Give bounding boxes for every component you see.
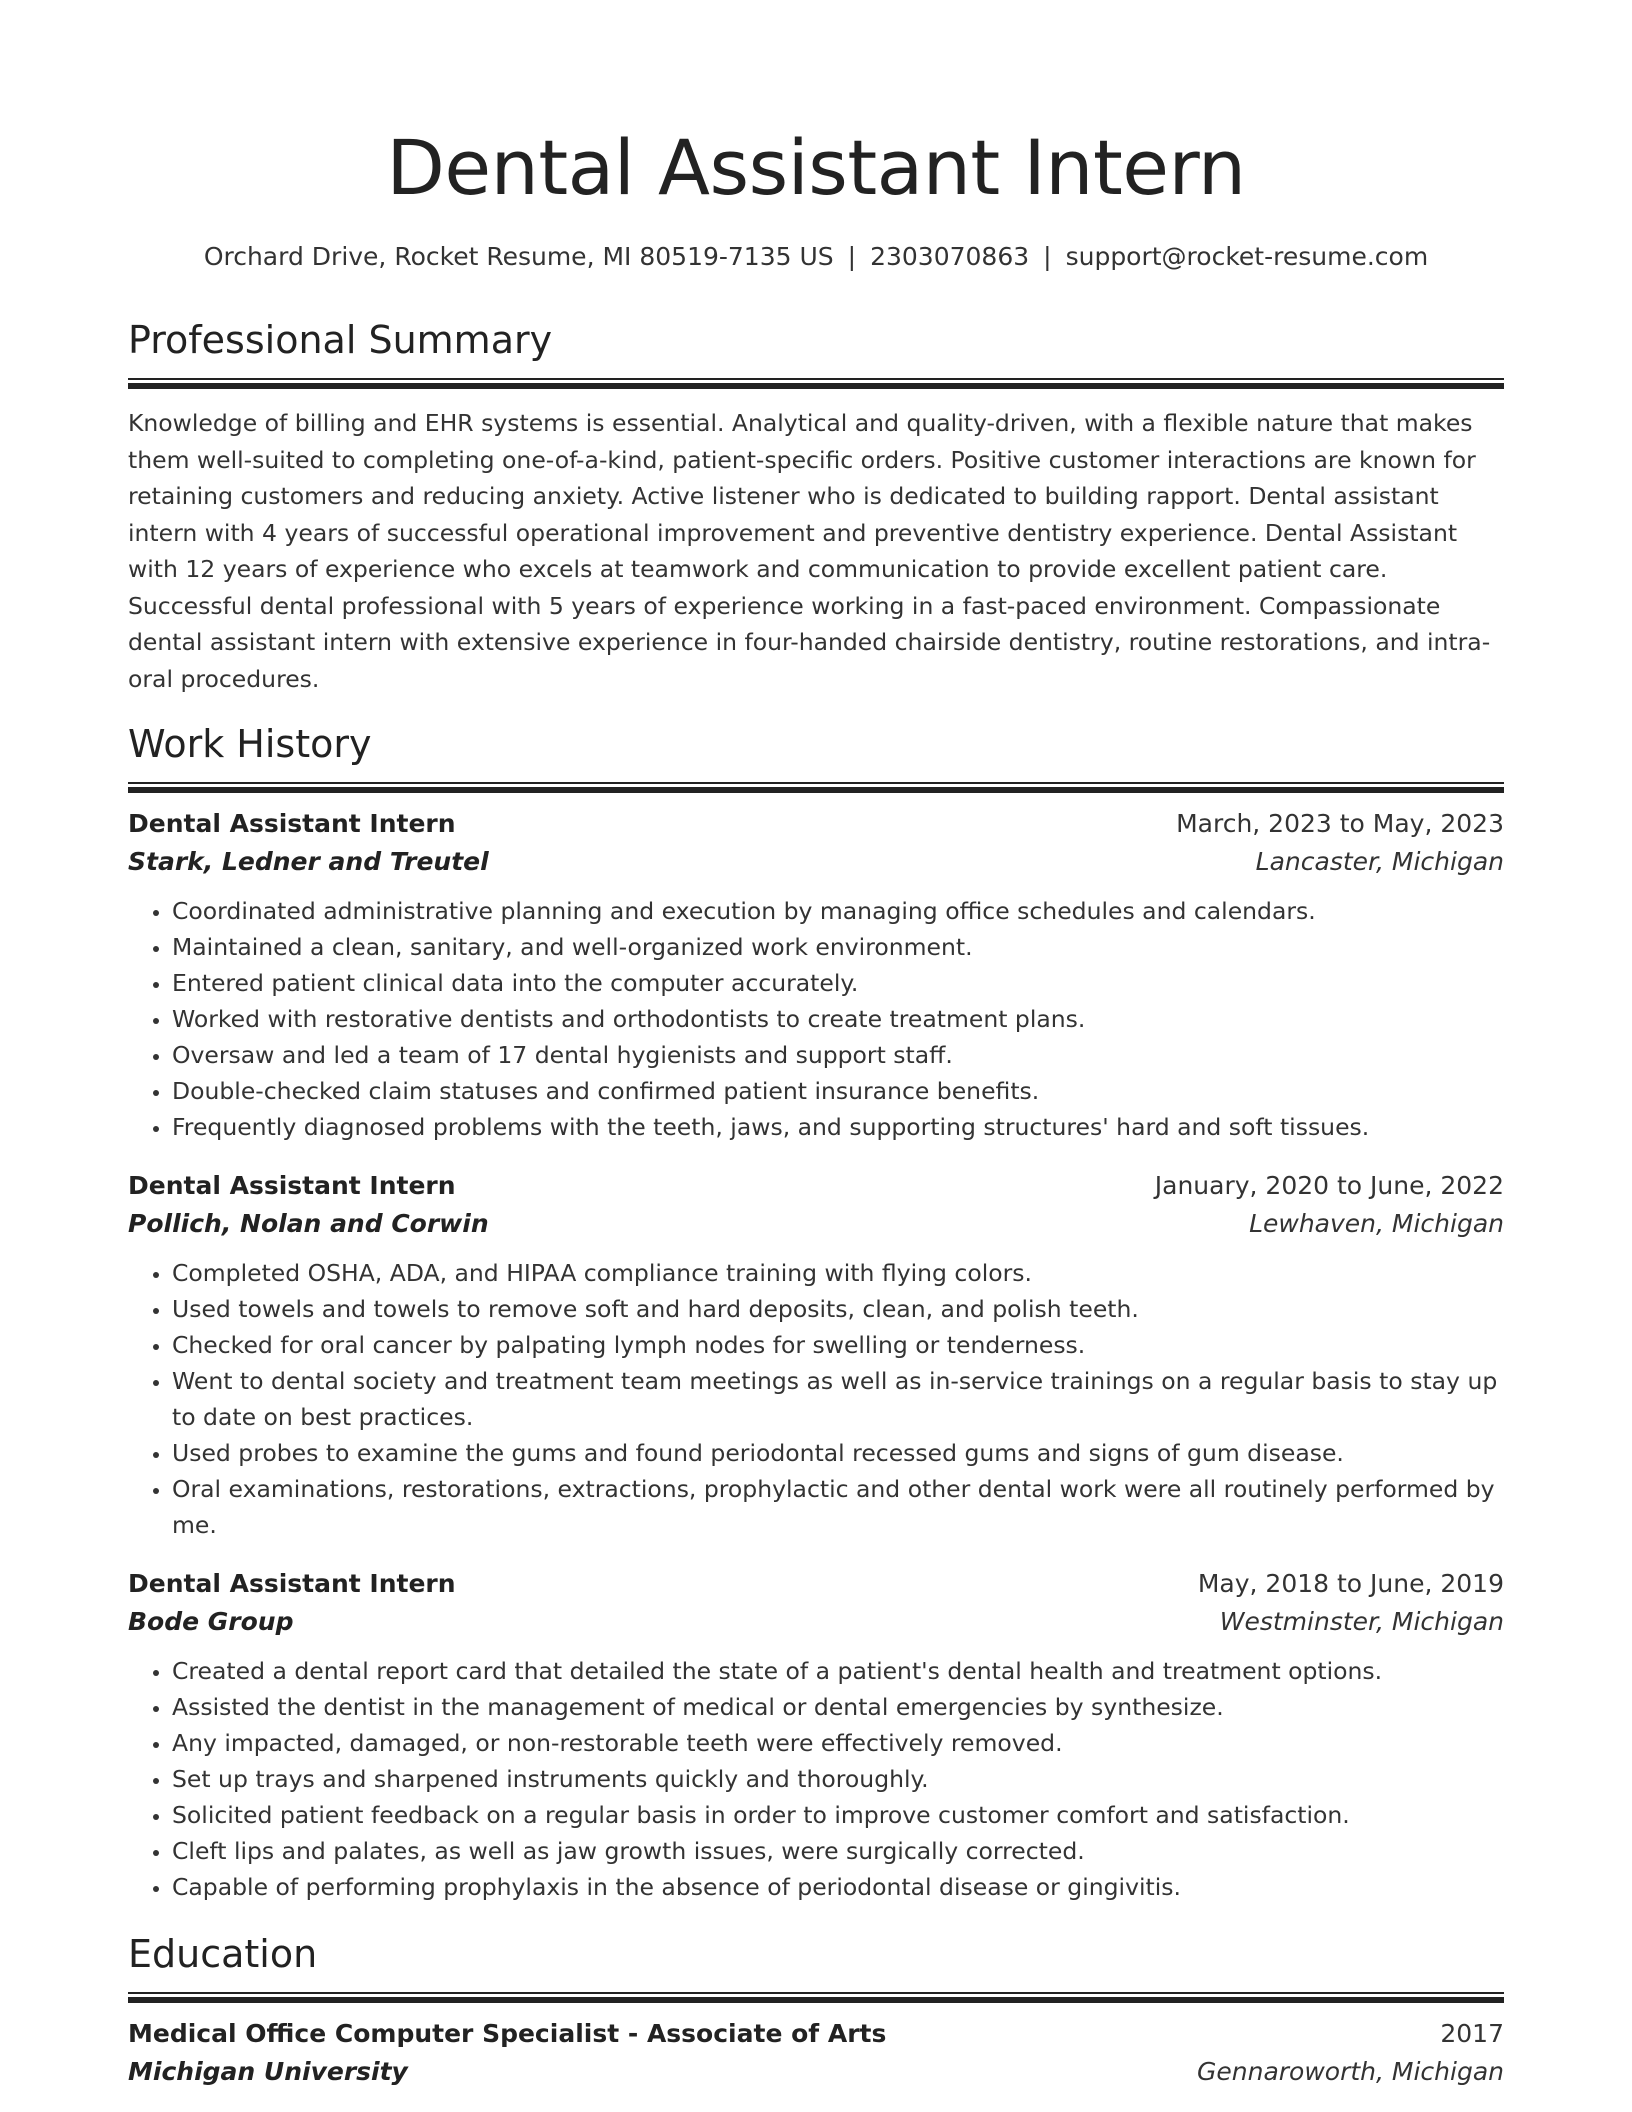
job-location: Lancaster, Michigan [1255, 847, 1504, 876]
job-header [128, 1565, 1504, 1603]
summary-heading: Professional Summary [128, 318, 553, 362]
job-dates: January, 2020 to June, 2022 [1154, 1171, 1504, 1200]
job-duties-list [128, 893, 1504, 1145]
list-item: • Double-checked claim statuses and confirmed patient insurance benefits. [172, 1073, 1504, 1109]
job-subheader [128, 1603, 1504, 1641]
degree-name: Medical Office Computer Specialist - Associate of Arts [128, 2019, 887, 2048]
list-item: • Oral examinations, restorations, extractions, prophylactic and other dental work were all routinely performed by me. [172, 1471, 1504, 1543]
phone-text: 2303070863 [870, 242, 1030, 271]
list-item: • Cleft lips and palates, as well as jaw growth issues, were surgically corrected. [172, 1833, 1504, 1869]
job-header [128, 1167, 1504, 1205]
list-item: • Solicited patient feedback on a regular basis in order to improve customer comfort and satisfaction. [172, 1797, 1504, 1833]
list-item: • Coordinated administrative planning and execution by managing office schedules and calendars. [172, 893, 1504, 929]
school-name: Michigan University [128, 2057, 408, 2086]
job-duties-list [128, 1255, 1504, 1543]
list-item: • Went to dental society and treatment team meetings as well as in-service trainings on a regular basis to stay up to date on best practices. [172, 1363, 1504, 1435]
list-item: • Assisted the dentist in the management of medical or dental emergencies by synthesize. [172, 1689, 1504, 1725]
work-history-section [128, 719, 1504, 1905]
job-entry [128, 805, 1504, 1145]
education-header [128, 2015, 1504, 2053]
list-item: • Any impacted, damaged, or non-restorable teeth were effectively removed. [172, 1725, 1504, 1761]
job-title: Dental Assistant Intern [128, 1171, 456, 1200]
job-duties-list [128, 1653, 1504, 1905]
contact-line [128, 240, 1504, 274]
section-divider [128, 782, 1504, 793]
list-item: • Worked with restorative dentists and orthodontists to create treatment plans. [172, 1001, 1504, 1037]
job-subheader [128, 1205, 1504, 1243]
list-item: • Maintained a clean, sanitary, and well-organized work environment. [172, 929, 1504, 965]
contact-separator: | [1043, 242, 1052, 271]
job-dates: March, 2023 to May, 2023 [1176, 809, 1504, 838]
list-item: • Created a dental report card that detailed the state of a patient's dental health and treatment options. [172, 1653, 1504, 1689]
job-dates: May, 2018 to June, 2019 [1197, 1569, 1504, 1598]
address-text: Orchard Drive, Rocket Resume, MI 80519-7135 US [203, 242, 834, 271]
summary-section [128, 315, 1504, 697]
list-item: • Capable of performing prophylaxis in the absence of periodontal disease or gingivitis. [172, 1869, 1504, 1905]
job-location: Lewhaven, Michigan [1249, 1209, 1504, 1238]
company-name: Bode Group [128, 1607, 294, 1636]
work-history-heading: Work History [128, 722, 372, 766]
section-divider [128, 378, 1504, 389]
education-subheader [128, 2053, 1504, 2091]
job-title: Dental Assistant Intern [128, 1569, 456, 1598]
job-header [128, 805, 1504, 843]
graduation-year: 2017 [1440, 2019, 1504, 2048]
job-entry [128, 1167, 1504, 1543]
list-item: • Set up trays and sharpened instruments quickly and thoroughly. [172, 1761, 1504, 1797]
list-item: • Used probes to examine the gums and found periodontal recessed gums and signs of gum disease. [172, 1435, 1504, 1471]
company-name: Stark, Ledner and Treutel [128, 847, 489, 876]
list-item: • Oversaw and led a team of 17 dental hygienists and support staff. [172, 1037, 1504, 1073]
candidate-name: Dental Assistant Intern [386, 123, 1246, 212]
school-location: Gennaroworth, Michigan [1197, 2057, 1504, 2086]
summary-text: Knowledge of billing and EHR systems is essential. Analytical and quality-driven, with a flexible nature that makes them well-suited to completing one-of-a-kind, patient-specific orders. Positive customer interactions are known for retaining customers and reducing anxiety. Active listener who is dedicated to building rapport. Dental assistant intern with 4 years of successful operational improvement and preventive dentistry experience. Dental Assistant with 12 years of experience who excels at teamwork and communication to provide excellent patient care. Successful dental professional with 5 years of experience working in a fast-paced environment. Compassionate dental assistant intern with extensive experience in four-handed chairside dentistry, routine restorations, and intra-oral procedures. [128, 409, 1491, 693]
job-subheader [128, 843, 1504, 881]
list-item: • Frequently diagnosed problems with the teeth, jaws, and supporting structures' hard and soft tissues. [172, 1109, 1504, 1145]
education-section [128, 1929, 1504, 2091]
job-entry [128, 1565, 1504, 1905]
email-text: support@rocket-resume.com [1065, 242, 1429, 271]
resume-page [128, 0, 1504, 2091]
job-location: Westminster, Michigan [1219, 1607, 1504, 1636]
job-title: Dental Assistant Intern [128, 809, 456, 838]
company-name: Pollich, Nolan and Corwin [128, 1209, 489, 1238]
education-entry [128, 2015, 1504, 2091]
contact-separator: | [847, 242, 857, 271]
list-item: • Used towels and towels to remove soft and hard deposits, clean, and polish teeth. [172, 1291, 1504, 1327]
list-item: • Entered patient clinical data into the computer accurately. [172, 965, 1504, 1001]
education-heading: Education [128, 1932, 318, 1976]
section-divider [128, 1992, 1504, 2003]
list-item: • Checked for oral cancer by palpating lymph nodes for swelling or tenderness. [172, 1327, 1504, 1363]
list-item: • Completed OSHA, ADA, and HIPAA compliance training with flying colors. [172, 1255, 1504, 1291]
